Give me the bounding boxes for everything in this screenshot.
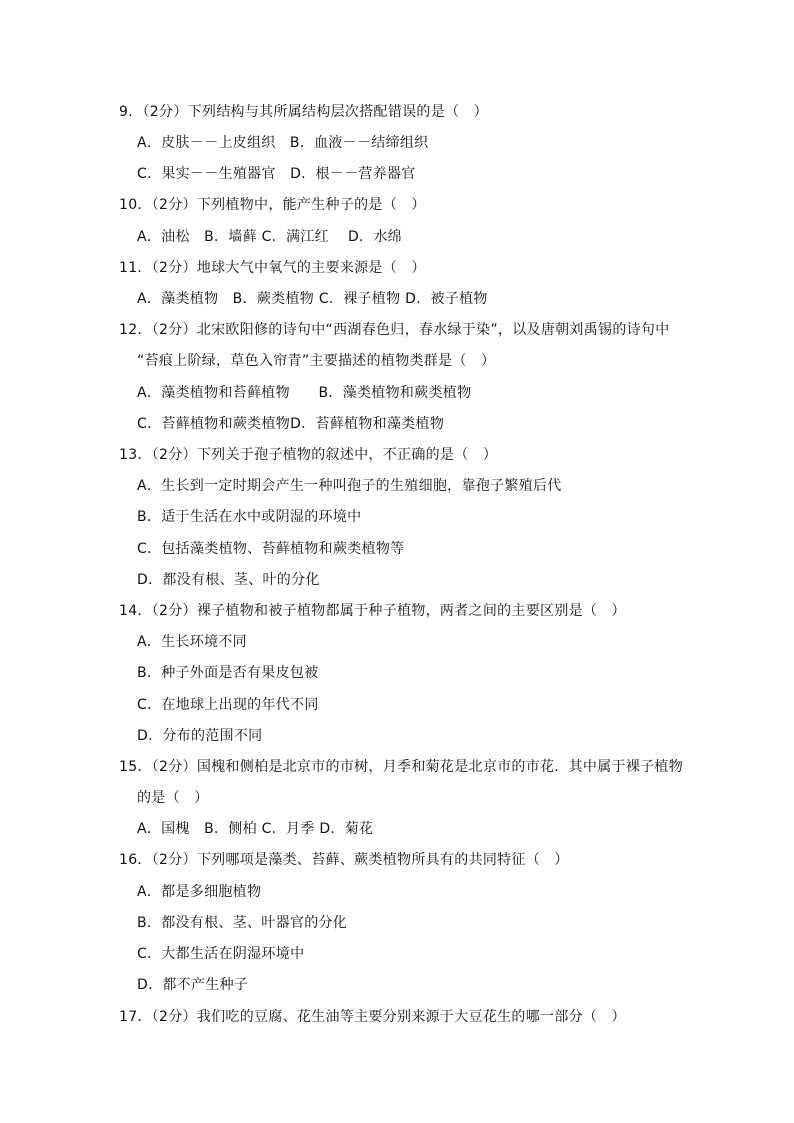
question-14-option-c: C．在地球上出现的年代不同 [137,697,319,713]
question-10-stem: 10．（2分）下列植物中，能产生种子的是（ ） [119,197,426,213]
question-9-options-ab: A．皮肤－－上皮组织 B．血液－－结缔组织 [137,135,429,151]
question-13-stem: 13．（2分）下列关于孢子植物的叙述中，不正确的是（ ） [119,447,498,463]
question-14-option-b: B．种子外面是否有果皮包被 [137,665,319,681]
question-14-option-a: A．生长环境不同 [137,634,247,650]
question-16-option-d: D．都不产生种子 [137,977,249,993]
question-11-stem: 11．（2分）地球大气中氧气的主要来源是（ ） [119,260,426,276]
question-16-option-c: C．大都生活在阴湿环境中 [137,946,305,962]
question-15-stem-cont: 的是（ ） [137,790,209,806]
question-9-options-cd: C．果实－－生殖器官 D．根－－营养器官 [137,166,416,182]
question-15-options: A．国槐 B．侧柏 C．月季 D．菊花 [137,821,374,837]
question-10-options: A．油松 B．墙藓 C．满江红 D．水绵 [137,229,402,245]
question-17-stem: 17．（2分）我们吃的豆腐、花生油等主要分别来源于大豆花生的哪一部分（ ） [119,1009,626,1025]
question-16-option-b: B．都没有根、茎、叶器官的分化 [137,915,348,931]
question-12-options-cd: C．苔藓植物和蕨类植物D．苔藓植物和藻类植物 [137,416,445,432]
question-14-stem: 14．（2分）裸子植物和被子植物都属于种子植物，两者之间的主要区别是（ ） [119,603,626,619]
question-13-option-c: C．包括藻类植物、苔藓植物和蕨类植物等 [137,541,405,557]
question-13-option-b: B．适于生活在水中或阴湿的环境中 [137,509,362,525]
question-11-options: A．藻类植物 B．蕨类植物 C．裸子植物 D．被子植物 [137,291,488,307]
question-12-options-ab: A．藻类植物和苔藓植物 B．藻类植物和蕨类植物 [137,385,472,401]
question-14-option-d: D．分布的范围不同 [137,728,263,744]
question-16-stem: 16．（2分）下列哪项是藻类、苔藓、蕨类植物所具有的共同特征（ ） [119,852,569,868]
question-9-stem: 9．（2分）下列结构与其所属结构层次搭配错误的是（ ） [119,104,488,120]
question-16-option-a: A．都是多细胞植物 [137,884,262,900]
question-13-option-a: A．生长到一定时期会产生一种叫孢子的生殖细胞，靠孢子繁殖后代 [137,478,562,494]
question-12-stem-cont: “苔痕上阶绿，草色入帘青”主要描述的植物类群是（ ） [137,353,496,369]
question-15-stem: 15．（2分）国槐和侧柏是北京市的市树，月季和菊花是北京市的市花．其中属于裸子植物 [119,759,684,775]
question-13-option-d: D．都没有根、茎、叶的分化 [137,572,320,588]
question-12-stem: 12．（2分）北宋欧阳修的诗句中“西湖春色归，春水绿于染”，以及唐朝刘禹锡的诗句中 [119,322,670,338]
